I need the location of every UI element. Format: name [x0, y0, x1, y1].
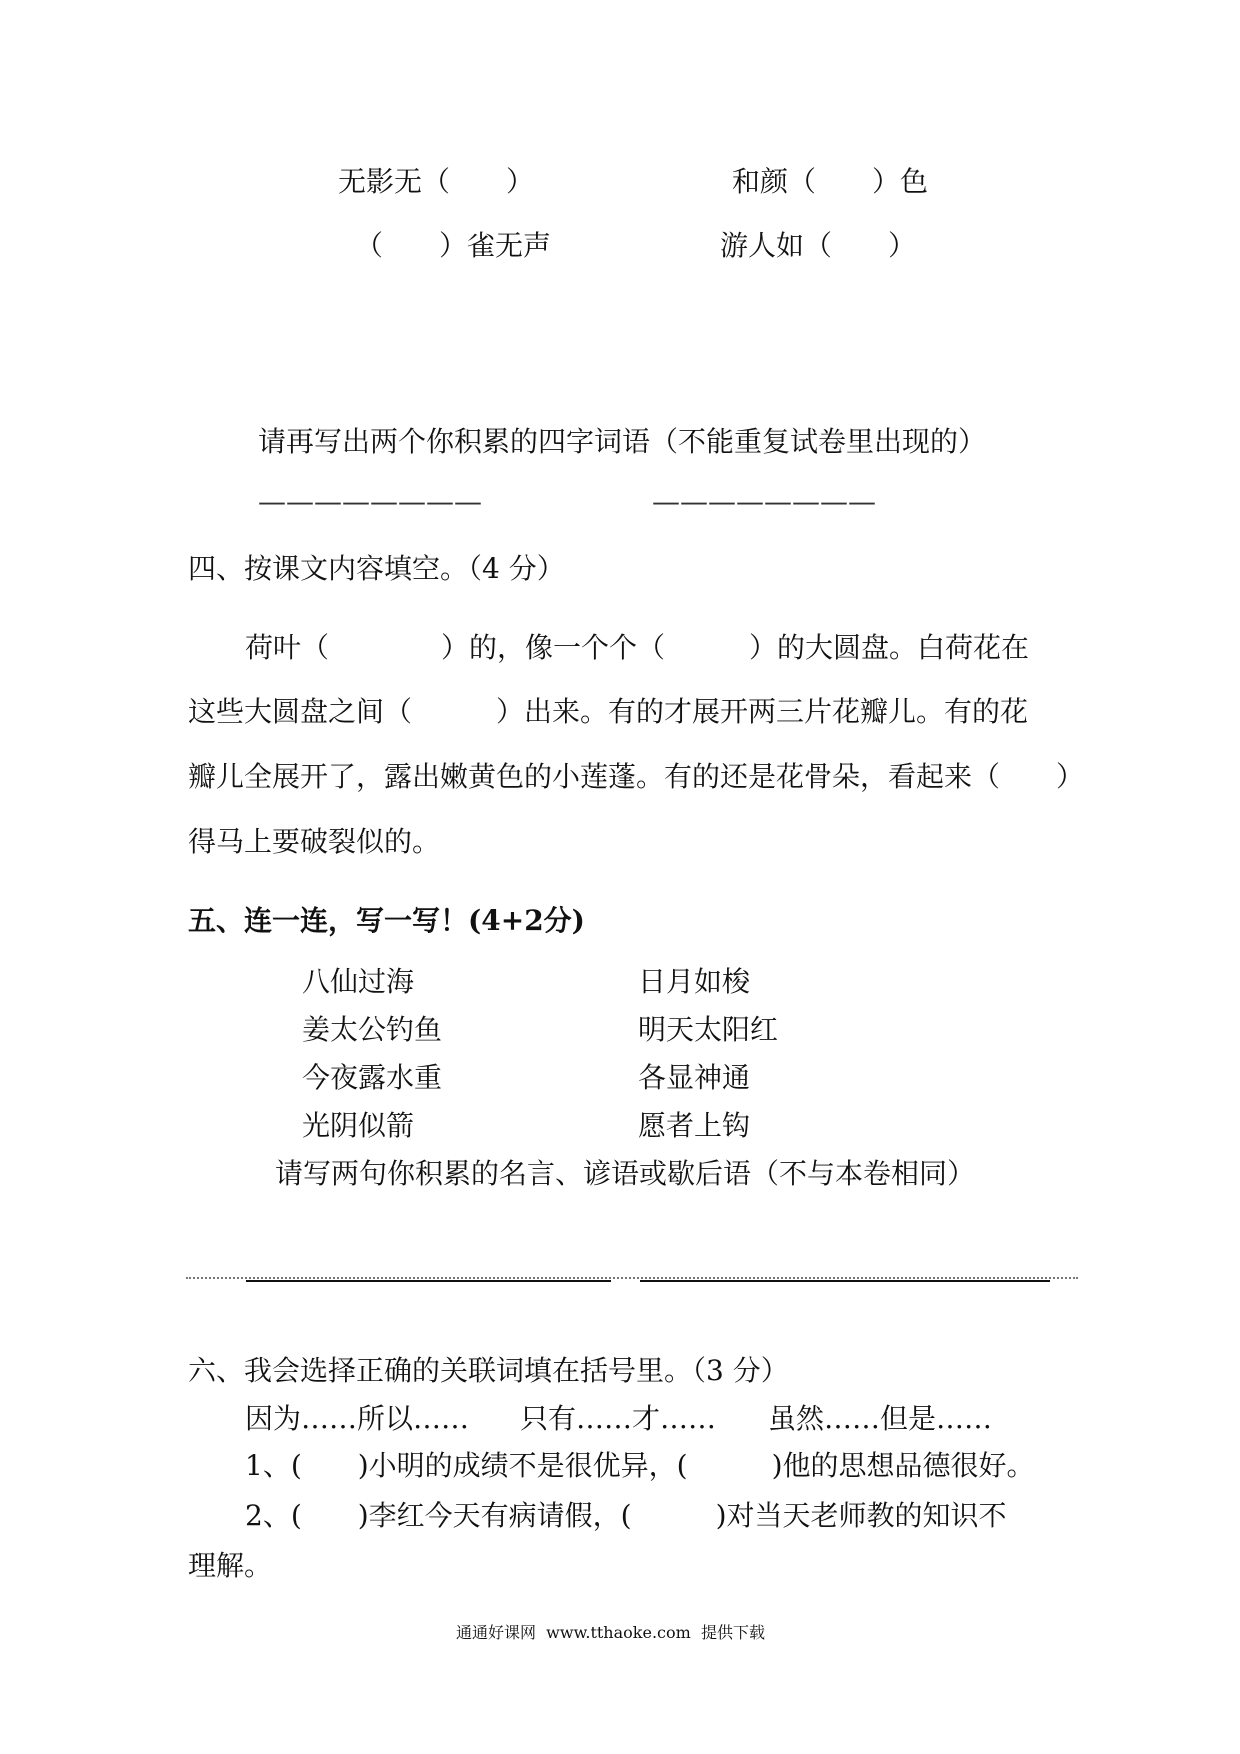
saying-prompt: 请写两句你积累的名言、谚语或歇后语（不与本卷相同）: [275, 1157, 976, 1190]
four-char-prompt: 请再写出两个你积累的四字词语（不能重复试卷里出现的）: [258, 425, 987, 458]
conj-option-1: 因为……所以……: [245, 1402, 470, 1435]
page-footer: 通通好课网 www.tthaoke.com 提供下载: [456, 1623, 765, 1642]
match-right-4[interactable]: 愿者上钩: [638, 1109, 751, 1142]
answer-blank-1[interactable]: ————————: [258, 485, 482, 518]
idiom-3: （ ）雀无声: [355, 229, 552, 262]
section5-title: 五、连一连，写一写！(4+2分): [188, 904, 585, 937]
match-left-1[interactable]: 八仙过海: [302, 965, 415, 998]
section4-line-1: 荷叶（ ）的，像一个个（ ）的大圆盘。白荷花在: [245, 631, 1030, 664]
answer-blank-2[interactable]: ————————: [652, 485, 876, 518]
match-right-3[interactable]: 各显神通: [638, 1061, 751, 1094]
match-left-2[interactable]: 姜太公钓鱼: [302, 1013, 443, 1046]
section4-line-3: 瓣儿全展开了，露出嫩黄色的小莲蓬。有的还是花骨朵，看起来（ ）: [188, 760, 1085, 793]
dotted-rule: [186, 1277, 1078, 1279]
section6-title: 六、我会选择正确的关联词填在括号里。（3 分）: [188, 1354, 789, 1387]
saying-blank-1[interactable]: [246, 1280, 611, 1282]
question-1: 1、( )小明的成绩不是很优异，( )他的思想品德很好。: [245, 1449, 1035, 1482]
section4-line-2: 这些大圆盘之间（ ）出来。有的才展开两三片花瓣儿。有的花: [188, 695, 1029, 728]
question-2: 2、( )李红今天有病请假，( )对当天老师教的知识不: [245, 1499, 1007, 1532]
match-left-4[interactable]: 光阴似箭: [302, 1109, 415, 1142]
match-left-3[interactable]: 今夜露水重: [302, 1061, 443, 1094]
question-2-continued: 理解。: [188, 1549, 273, 1582]
idiom-1: 无影无（ ）: [338, 165, 535, 198]
match-right-2[interactable]: 明天太阳红: [638, 1013, 779, 1046]
idiom-4: 游人如（ ）: [720, 229, 917, 262]
conj-option-2: 只有……才……: [520, 1402, 717, 1435]
match-right-1[interactable]: 日月如梭: [638, 965, 751, 998]
conj-option-3: 虽然……但是……: [768, 1402, 993, 1435]
section4-line-4: 得马上要破裂似的。: [188, 825, 441, 858]
section4-title: 四、按课文内容填空。（4 分）: [188, 552, 565, 585]
saying-blank-2[interactable]: [640, 1280, 1050, 1282]
idiom-2: 和颜（ ）色: [732, 165, 929, 198]
